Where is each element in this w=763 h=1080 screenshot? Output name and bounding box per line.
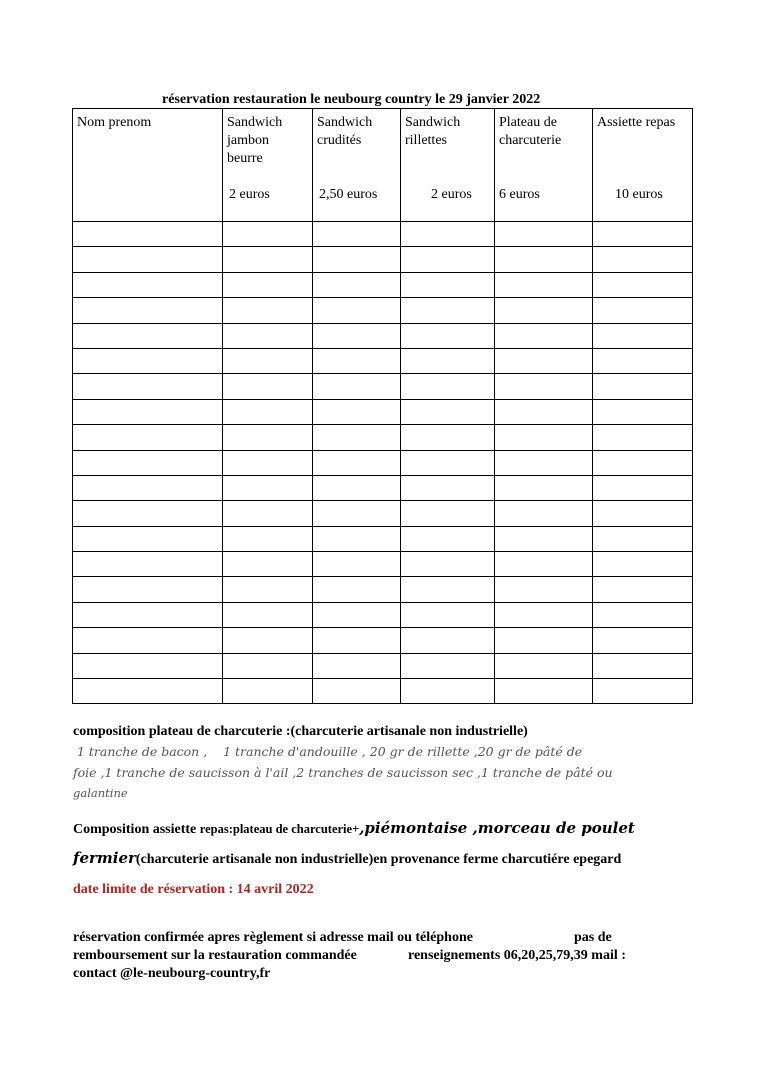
table-cell[interactable] [401,222,495,247]
column-label-line: Sandwich [405,115,461,130]
table-cell[interactable] [73,222,223,247]
table-row [73,374,693,399]
table-cell[interactable] [495,450,593,475]
table-cell[interactable] [73,348,223,373]
table-cell[interactable] [593,348,693,373]
table-cell[interactable] [401,450,495,475]
table-row [73,247,693,272]
table-cell[interactable] [73,501,223,526]
table-cell[interactable] [495,272,593,297]
table-row [73,577,693,602]
table-cell[interactable] [223,577,313,602]
table-cell[interactable] [73,679,223,704]
table-cell[interactable] [593,602,693,627]
table-cell[interactable] [495,552,593,577]
plateau-heading: composition plateau de charcuterie :(charcuterie artisanale non industrielle) [73,724,528,739]
table-cell[interactable] [313,653,401,678]
table-cell[interactable] [401,348,495,373]
table-row [73,272,693,297]
table-cell[interactable] [401,526,495,551]
table-cell[interactable] [73,602,223,627]
table-cell[interactable] [313,577,401,602]
table-cell[interactable] [593,628,693,653]
column-label [223,109,312,168]
table-cell[interactable] [401,653,495,678]
column-label [401,109,494,150]
column-label-line: crudités [317,133,362,148]
table-cell[interactable] [593,323,693,348]
table-cell[interactable] [313,272,401,297]
plateau-line: foie ,1 tranche de saucisson à l'ail ,2 tranches de saucisson sec ,1 tranche de pâté ou [73,765,613,780]
table-cell[interactable] [223,222,313,247]
column-header-sandwich-jambon [223,109,313,222]
table-row [73,552,693,577]
plateau-line: 1 tranche de bacon , 1 tranche d'andouille , 20 gr de rillette ,20 gr de pâté de [73,744,583,759]
table-cell[interactable] [313,348,401,373]
table-cell[interactable] [313,298,401,323]
column-label-line: Sandwich [227,115,283,130]
table-cell[interactable] [223,450,313,475]
table-cell[interactable] [223,552,313,577]
table-row [73,628,693,653]
table-row [73,679,693,704]
table-cell[interactable] [313,425,401,450]
plateau-section [73,724,703,800]
table-cell[interactable] [401,272,495,297]
table-cell[interactable] [495,425,593,450]
table-cell[interactable] [593,653,693,678]
table-cell[interactable] [223,348,313,373]
table-cell[interactable] [223,374,313,399]
table-row [73,450,693,475]
table-cell[interactable] [495,222,593,247]
footer-contact: contact @le-neubourg-country,fr [73,966,271,981]
table-cell[interactable] [495,577,593,602]
deadline: date limite de réservation : 14 avril 2022 [73,882,314,897]
table-cell[interactable] [401,425,495,450]
table-row [73,222,693,247]
table-cell[interactable] [401,399,495,424]
table-row [73,348,693,373]
table-cell[interactable] [313,399,401,424]
table-cell[interactable] [495,653,593,678]
assiette-label-small: repas:plateau de charcuterie+ [199,822,360,836]
table-cell[interactable] [495,399,593,424]
assiette-label: Composition assiette [73,822,200,837]
table-cell[interactable] [495,348,593,373]
table-cell[interactable] [73,399,223,424]
footer-note [73,929,703,983]
column-price: 6 euros [499,187,540,202]
table-row [73,602,693,627]
table-cell[interactable] [313,628,401,653]
page-title: réservation restauration le neubourg country le 29 janvier 2022 [162,92,541,107]
table-cell[interactable] [223,679,313,704]
table-cell[interactable] [223,247,313,272]
table-cell[interactable] [495,374,593,399]
column-header-plateau [495,109,593,222]
table-cell[interactable] [223,399,313,424]
table-row [73,425,693,450]
table-cell[interactable] [73,526,223,551]
column-label [593,109,692,132]
column-label [313,109,400,150]
assiette-handwritten: fermier [73,849,136,867]
table-cell[interactable] [223,425,313,450]
assiette-details: (charcuterie artisanale non industrielle)en provenance ferme charcutiére epegard [135,852,622,867]
table-cell[interactable] [593,425,693,450]
table-row [73,475,693,500]
table-cell[interactable] [313,323,401,348]
table-cell[interactable] [401,501,495,526]
table-cell[interactable] [313,222,401,247]
table-row [73,653,693,678]
table-cell[interactable] [313,526,401,551]
column-label-line: beurre [227,151,263,166]
table-cell[interactable] [593,526,693,551]
table-cell[interactable] [401,374,495,399]
table-cell[interactable] [495,501,593,526]
footer-text: pas de [574,930,612,945]
footer-text: réservation confirmée apres règlement si adresse mail ou téléphone [73,930,473,945]
table-cell[interactable] [73,323,223,348]
table-cell[interactable] [495,323,593,348]
table-row [73,526,693,551]
table-cell[interactable] [313,602,401,627]
table-cell[interactable] [495,602,593,627]
table-cell[interactable] [593,501,693,526]
table-cell[interactable] [73,247,223,272]
table-cell[interactable] [495,526,593,551]
table-cell[interactable] [73,298,223,323]
table-cell[interactable] [313,501,401,526]
table-cell[interactable] [223,272,313,297]
table-cell[interactable] [313,450,401,475]
table-cell[interactable] [593,577,693,602]
table-cell[interactable] [313,475,401,500]
table-cell[interactable] [593,552,693,577]
table-cell[interactable] [223,501,313,526]
table-cell[interactable] [401,552,495,577]
plateau-line: galantine [73,786,128,800]
table-cell[interactable] [73,450,223,475]
table-cell[interactable] [223,628,313,653]
column-label [495,109,592,150]
table-cell[interactable] [593,475,693,500]
table-cell[interactable] [495,247,593,272]
column-label-line: rillettes [405,133,447,148]
column-label-line: jambon [227,133,269,148]
table-cell[interactable] [593,374,693,399]
column-price: 2 euros [431,187,472,202]
column-label-line: charcuterie [499,133,562,148]
table-cell[interactable] [73,552,223,577]
assiette-section [73,818,703,870]
table-cell[interactable] [73,425,223,450]
column-header-assiette [593,109,693,222]
table-cell[interactable] [313,552,401,577]
column-price: 2 euros [229,187,270,202]
table-cell[interactable] [73,628,223,653]
column-label-line: Sandwich [317,115,373,130]
table-cell[interactable] [223,602,313,627]
column-label-line: Plateau de [499,115,557,130]
column-label-line: Assiette repas [597,115,676,130]
table-cell[interactable] [593,399,693,424]
table-row [73,323,693,348]
table-cell[interactable] [73,374,223,399]
table-cell[interactable] [401,323,495,348]
table-cell[interactable] [73,475,223,500]
column-price: 2,50 euros [319,187,378,202]
table-cell[interactable] [223,298,313,323]
column-label [73,109,222,132]
table-cell[interactable] [593,222,693,247]
column-label-line: Nom prenom [77,115,152,130]
table-row [73,399,693,424]
table-cell[interactable] [401,577,495,602]
table-cell[interactable] [223,653,313,678]
table-cell[interactable] [401,679,495,704]
table-cell[interactable] [223,323,313,348]
table-cell[interactable] [73,272,223,297]
table-cell[interactable] [313,374,401,399]
table-row [73,298,693,323]
table-cell[interactable] [593,450,693,475]
assiette-handwritten: ,piémontaise ,morceau de poulet [359,819,635,837]
table-cell[interactable] [223,475,313,500]
table-cell[interactable] [401,628,495,653]
table-cell[interactable] [73,653,223,678]
table-cell[interactable] [495,679,593,704]
table-cell[interactable] [593,272,693,297]
table-cell[interactable] [495,475,593,500]
column-price: 10 euros [615,187,663,202]
table-cell[interactable] [73,577,223,602]
footer-text: remboursement sur la restauration commandée [73,948,357,963]
table-cell[interactable] [495,298,593,323]
table-cell[interactable] [401,247,495,272]
table-header-row [73,109,693,222]
reservation-table [72,108,693,704]
table-cell[interactable] [401,475,495,500]
table-cell[interactable] [401,298,495,323]
column-header-name [73,109,223,222]
column-header-sandwich-rillettes [401,109,495,222]
table-cell[interactable] [593,247,693,272]
table-cell[interactable] [593,679,693,704]
table-cell[interactable] [401,602,495,627]
table-cell[interactable] [313,247,401,272]
table-cell[interactable] [593,298,693,323]
table-cell[interactable] [313,679,401,704]
table-body [73,222,693,704]
column-header-sandwich-crudites [313,109,401,222]
table-cell[interactable] [223,526,313,551]
table-cell[interactable] [495,628,593,653]
table-row [73,501,693,526]
footer-text: renseignements 06,20,25,79,39 mail : [408,948,626,963]
